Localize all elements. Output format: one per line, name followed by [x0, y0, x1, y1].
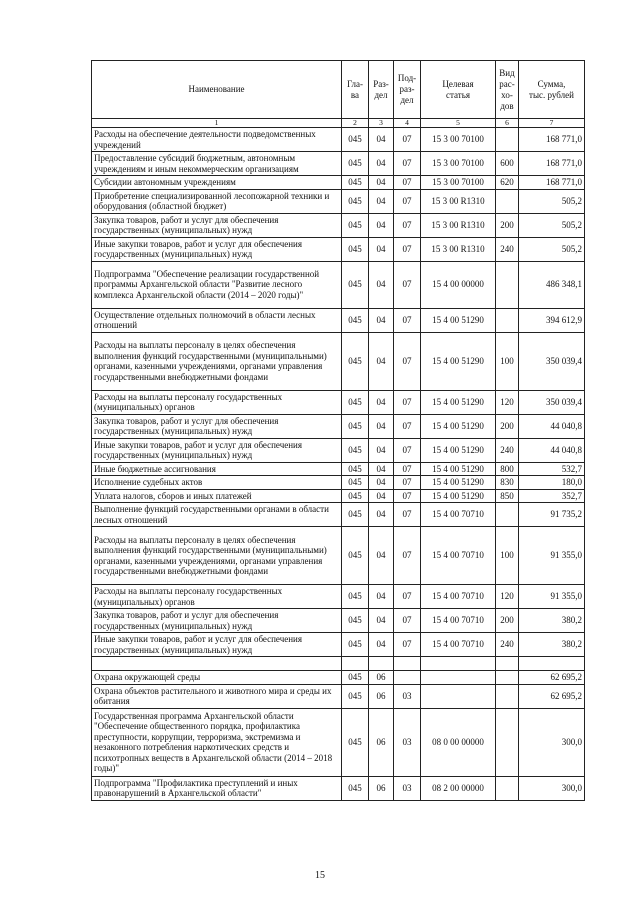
cell-section: 04	[369, 237, 394, 261]
table-row	[92, 585, 585, 609]
cell-sum: 505,2	[519, 213, 585, 237]
cell-section: 04	[369, 609, 394, 633]
column-number: 5	[421, 119, 496, 128]
cell-name: Расходы на выплаты персоналу в целях обеспечения выполнения функций государственными (муниципальными) органами, казенными учреждениями, органами управления государственными внебюджетными фондами	[92, 332, 342, 390]
table-row	[92, 332, 585, 390]
cell-sum: 394 612,9	[519, 308, 585, 332]
column-number-row	[92, 119, 585, 128]
cell-target-article: 15 4 00 70710	[421, 527, 496, 585]
cell-expense-type	[496, 657, 519, 671]
table-row	[92, 476, 585, 490]
cell-section: 06	[369, 708, 394, 776]
cell-subsection: 07	[394, 128, 421, 152]
cell-subsection: 07	[394, 585, 421, 609]
table-header-row	[92, 61, 585, 119]
cell-section: 04	[369, 308, 394, 332]
table-row	[92, 176, 585, 190]
table-row	[92, 237, 585, 261]
cell-name: Субсидии автономным учреждениям	[92, 176, 342, 190]
cell-expense-type: 800	[496, 462, 519, 476]
table-row	[92, 776, 585, 800]
cell-target-article: 08 2 00 00000	[421, 776, 496, 800]
cell-expense-type: 600	[496, 152, 519, 176]
cell-sum: 486 348,1	[519, 261, 585, 308]
table-row	[92, 189, 585, 213]
cell-target-article	[421, 657, 496, 671]
cell-name: Расходы на выплаты персоналу в целях обеспечения выполнения функций государственными (муниципальными) органами, казенными учреждениями, органами управления государственными внебюджетными фондами	[92, 527, 342, 585]
header-sum: Сумма, тыс. рублей	[519, 61, 585, 119]
cell-subsection: 07	[394, 213, 421, 237]
cell-subsection: 07	[394, 462, 421, 476]
cell-chapter: 045	[342, 438, 369, 462]
cell-name: Выполнение функций государственными органами в области лесных отношений	[92, 503, 342, 527]
cell-target-article: 15 4 00 51290	[421, 438, 496, 462]
table-row	[92, 708, 585, 776]
cell-chapter: 045	[342, 476, 369, 490]
cell-subsection: 03	[394, 708, 421, 776]
cell-target-article: 15 3 00 R1310	[421, 213, 496, 237]
cell-section: 04	[369, 152, 394, 176]
cell-chapter: 045	[342, 152, 369, 176]
cell-subsection: 07	[394, 503, 421, 527]
cell-target-article: 08 0 00 00000	[421, 708, 496, 776]
cell-target-article: 15 4 00 51290	[421, 390, 496, 414]
cell-section: 04	[369, 414, 394, 438]
cell-section: 04	[369, 332, 394, 390]
table-row	[92, 213, 585, 237]
cell-expense-type	[496, 684, 519, 708]
cell-section: 04	[369, 390, 394, 414]
cell-sum	[519, 657, 585, 671]
table-row	[92, 152, 585, 176]
cell-name: Иные бюджетные ассигнования	[92, 462, 342, 476]
table-body	[92, 128, 585, 801]
table-row	[92, 671, 585, 685]
table-row	[92, 684, 585, 708]
cell-subsection: 07	[394, 189, 421, 213]
cell-chapter: 045	[342, 261, 369, 308]
cell-sum: 532,7	[519, 462, 585, 476]
cell-section: 04	[369, 128, 394, 152]
cell-sum: 44 040,8	[519, 414, 585, 438]
cell-expense-type: 830	[496, 476, 519, 490]
cell-section: 06	[369, 776, 394, 800]
cell-section: 04	[369, 489, 394, 503]
cell-expense-type: 200	[496, 414, 519, 438]
cell-target-article: 15 3 00 70100	[421, 176, 496, 190]
cell-sum: 380,2	[519, 633, 585, 657]
column-number: 4	[394, 119, 421, 128]
cell-chapter: 045	[342, 489, 369, 503]
table-row	[92, 438, 585, 462]
cell-expense-type: 120	[496, 585, 519, 609]
cell-expense-type	[496, 261, 519, 308]
cell-chapter: 045	[342, 237, 369, 261]
cell-sum: 44 040,8	[519, 438, 585, 462]
cell-chapter: 045	[342, 189, 369, 213]
cell-target-article	[421, 671, 496, 685]
cell-expense-type: 200	[496, 213, 519, 237]
cell-chapter: 045	[342, 671, 369, 685]
cell-target-article: 15 4 00 70710	[421, 609, 496, 633]
cell-target-article: 15 4 00 70710	[421, 503, 496, 527]
cell-section: 04	[369, 633, 394, 657]
cell-expense-type	[496, 503, 519, 527]
cell-expense-type	[496, 776, 519, 800]
cell-sum: 505,2	[519, 237, 585, 261]
cell-section: 04	[369, 176, 394, 190]
cell-name: Расходы на выплаты персоналу государственных (муниципальных) органов	[92, 390, 342, 414]
cell-chapter: 045	[342, 213, 369, 237]
cell-name: Подпрограмма "Обеспечение реализации государственной программы Архангельской области "Развитие лесного комплекса Архангельской области (2014 – 2020 годы)"	[92, 261, 342, 308]
cell-name: Охрана объектов растительного и животного мира и среды их обитания	[92, 684, 342, 708]
budget-document	[91, 60, 584, 801]
table-row	[92, 527, 585, 585]
cell-expense-type: 240	[496, 438, 519, 462]
cell-target-article: 15 4 00 51290	[421, 462, 496, 476]
cell-subsection: 07	[394, 261, 421, 308]
table-row	[92, 609, 585, 633]
cell-expense-type: 240	[496, 237, 519, 261]
cell-name: Исполнение судебных актов	[92, 476, 342, 490]
cell-name: Закупка товаров, работ и услуг для обеспечения государственных (муниципальных) нужд	[92, 609, 342, 633]
cell-chapter: 045	[342, 527, 369, 585]
header-section: Раз- дел	[369, 61, 394, 119]
cell-chapter: 045	[342, 332, 369, 390]
cell-subsection: 07	[394, 414, 421, 438]
cell-expense-type	[496, 128, 519, 152]
header-expense-type: Вид рас- хо- дов	[496, 61, 519, 119]
cell-sum: 91 355,0	[519, 585, 585, 609]
page-number: 15	[315, 870, 325, 881]
cell-sum: 350 039,4	[519, 390, 585, 414]
cell-target-article: 15 3 00 R1310	[421, 189, 496, 213]
cell-target-article: 15 4 00 70710	[421, 585, 496, 609]
cell-expense-type: 240	[496, 633, 519, 657]
cell-section: 04	[369, 476, 394, 490]
cell-section: 06	[369, 684, 394, 708]
cell-section: 04	[369, 527, 394, 585]
cell-target-article	[421, 684, 496, 708]
cell-chapter: 045	[342, 414, 369, 438]
cell-chapter: 045	[342, 462, 369, 476]
header-chapter: Гла- ва	[342, 61, 369, 119]
cell-sum: 505,2	[519, 189, 585, 213]
cell-name: Государственная программа Архангельской области "Обеспечение общественного порядка, профилактика преступности, коррупции, терроризма, экстремизма и незаконного потребления наркотических средств и психотропных веществ в Архангельской области (2014 – 2018 годы)"	[92, 708, 342, 776]
table-row	[92, 390, 585, 414]
table-row	[92, 503, 585, 527]
table-row	[92, 633, 585, 657]
cell-section: 04	[369, 213, 394, 237]
cell-section: 04	[369, 503, 394, 527]
cell-name: Осуществление отдельных полномочий в области лесных отношений	[92, 308, 342, 332]
cell-subsection: 07	[394, 152, 421, 176]
cell-sum: 168 771,0	[519, 176, 585, 190]
table-row	[92, 308, 585, 332]
cell-chapter: 045	[342, 390, 369, 414]
cell-target-article: 15 3 00 R1310	[421, 237, 496, 261]
cell-section: 04	[369, 585, 394, 609]
cell-sum: 168 771,0	[519, 152, 585, 176]
cell-section: 04	[369, 189, 394, 213]
cell-section: 04	[369, 261, 394, 308]
cell-subsection	[394, 657, 421, 671]
cell-name: Подпрограмма "Профилактика преступлений и иных правонарушений в Архангельской области"	[92, 776, 342, 800]
cell-name: Расходы на выплаты персоналу государственных (муниципальных) органов	[92, 585, 342, 609]
budget-table	[91, 60, 585, 801]
cell-subsection: 07	[394, 176, 421, 190]
column-number: 2	[342, 119, 369, 128]
cell-sum: 380,2	[519, 609, 585, 633]
cell-expense-type	[496, 189, 519, 213]
cell-name: Охрана окружающей среды	[92, 671, 342, 685]
header-subsection: Под- раз- дел	[394, 61, 421, 119]
table-row-blank	[92, 657, 585, 671]
cell-sum: 300,0	[519, 708, 585, 776]
cell-subsection: 03	[394, 684, 421, 708]
cell-target-article: 15 4 00 51290	[421, 476, 496, 490]
column-number: 6	[496, 119, 519, 128]
cell-name: Иные закупки товаров, работ и услуг для обеспечения государственных (муниципальных) нужд	[92, 237, 342, 261]
cell-chapter: 045	[342, 308, 369, 332]
cell-sum: 168 771,0	[519, 128, 585, 152]
cell-chapter	[342, 657, 369, 671]
cell-section	[369, 657, 394, 671]
cell-section: 04	[369, 438, 394, 462]
cell-name: Расходы на обеспечение деятельности подведомственных учреждений	[92, 128, 342, 152]
column-number: 1	[92, 119, 342, 128]
cell-subsection: 07	[394, 308, 421, 332]
cell-expense-type	[496, 671, 519, 685]
table-row	[92, 128, 585, 152]
cell-sum: 180,0	[519, 476, 585, 490]
cell-name: Иные закупки товаров, работ и услуг для обеспечения государственных (муниципальных) нужд	[92, 633, 342, 657]
cell-sum: 350 039,4	[519, 332, 585, 390]
cell-name: Закупка товаров, работ и услуг для обеспечения государственных (муниципальных) нужд	[92, 414, 342, 438]
cell-subsection: 07	[394, 438, 421, 462]
cell-subsection	[394, 671, 421, 685]
cell-sum: 62 695,2	[519, 671, 585, 685]
cell-target-article: 15 4 00 51290	[421, 308, 496, 332]
cell-section: 04	[369, 462, 394, 476]
cell-name: Закупка товаров, работ и услуг для обеспечения государственных (муниципальных) нужд	[92, 213, 342, 237]
cell-target-article: 15 4 00 70710	[421, 633, 496, 657]
cell-subsection: 07	[394, 476, 421, 490]
cell-target-article: 15 4 00 51290	[421, 332, 496, 390]
cell-name: Иные закупки товаров, работ и услуг для обеспечения государственных (муниципальных) нужд	[92, 438, 342, 462]
cell-expense-type	[496, 308, 519, 332]
cell-target-article: 15 4 00 00000	[421, 261, 496, 308]
table-row	[92, 489, 585, 503]
cell-chapter: 045	[342, 128, 369, 152]
cell-chapter: 045	[342, 708, 369, 776]
cell-target-article: 15 4 00 51290	[421, 489, 496, 503]
cell-expense-type: 850	[496, 489, 519, 503]
column-number: 7	[519, 119, 585, 128]
cell-target-article: 15 3 00 70100	[421, 152, 496, 176]
cell-expense-type: 200	[496, 609, 519, 633]
header-name: Наименование	[92, 61, 342, 119]
table-row	[92, 414, 585, 438]
cell-name: Предоставление субсидий бюджетным, автономным учреждениям и иным некоммерческим организациям	[92, 152, 342, 176]
cell-sum: 352,7	[519, 489, 585, 503]
cell-chapter: 045	[342, 776, 369, 800]
cell-expense-type: 620	[496, 176, 519, 190]
cell-chapter: 045	[342, 633, 369, 657]
cell-chapter: 045	[342, 609, 369, 633]
table-row	[92, 261, 585, 308]
cell-sum: 62 695,2	[519, 684, 585, 708]
cell-expense-type: 100	[496, 332, 519, 390]
cell-subsection: 07	[394, 332, 421, 390]
table-row	[92, 462, 585, 476]
cell-chapter: 045	[342, 684, 369, 708]
cell-target-article: 15 3 00 70100	[421, 128, 496, 152]
cell-target-article: 15 4 00 51290	[421, 414, 496, 438]
cell-chapter: 045	[342, 503, 369, 527]
cell-chapter: 045	[342, 176, 369, 190]
cell-name	[92, 657, 342, 671]
cell-expense-type	[496, 708, 519, 776]
cell-subsection: 07	[394, 390, 421, 414]
column-number: 3	[369, 119, 394, 128]
cell-section: 06	[369, 671, 394, 685]
cell-subsection: 07	[394, 527, 421, 585]
cell-sum: 91 355,0	[519, 527, 585, 585]
cell-sum: 300,0	[519, 776, 585, 800]
cell-subsection: 07	[394, 633, 421, 657]
cell-sum: 91 735,2	[519, 503, 585, 527]
cell-subsection: 07	[394, 609, 421, 633]
cell-expense-type: 100	[496, 527, 519, 585]
header-target-article: Целевая статья	[421, 61, 496, 119]
cell-subsection: 07	[394, 489, 421, 503]
cell-chapter: 045	[342, 585, 369, 609]
cell-subsection: 03	[394, 776, 421, 800]
cell-name: Уплата налогов, сборов и иных платежей	[92, 489, 342, 503]
cell-subsection: 07	[394, 237, 421, 261]
cell-expense-type: 120	[496, 390, 519, 414]
cell-name: Приобретение специализированной лесопожарной техники и оборудования (областной бюджет)	[92, 189, 342, 213]
